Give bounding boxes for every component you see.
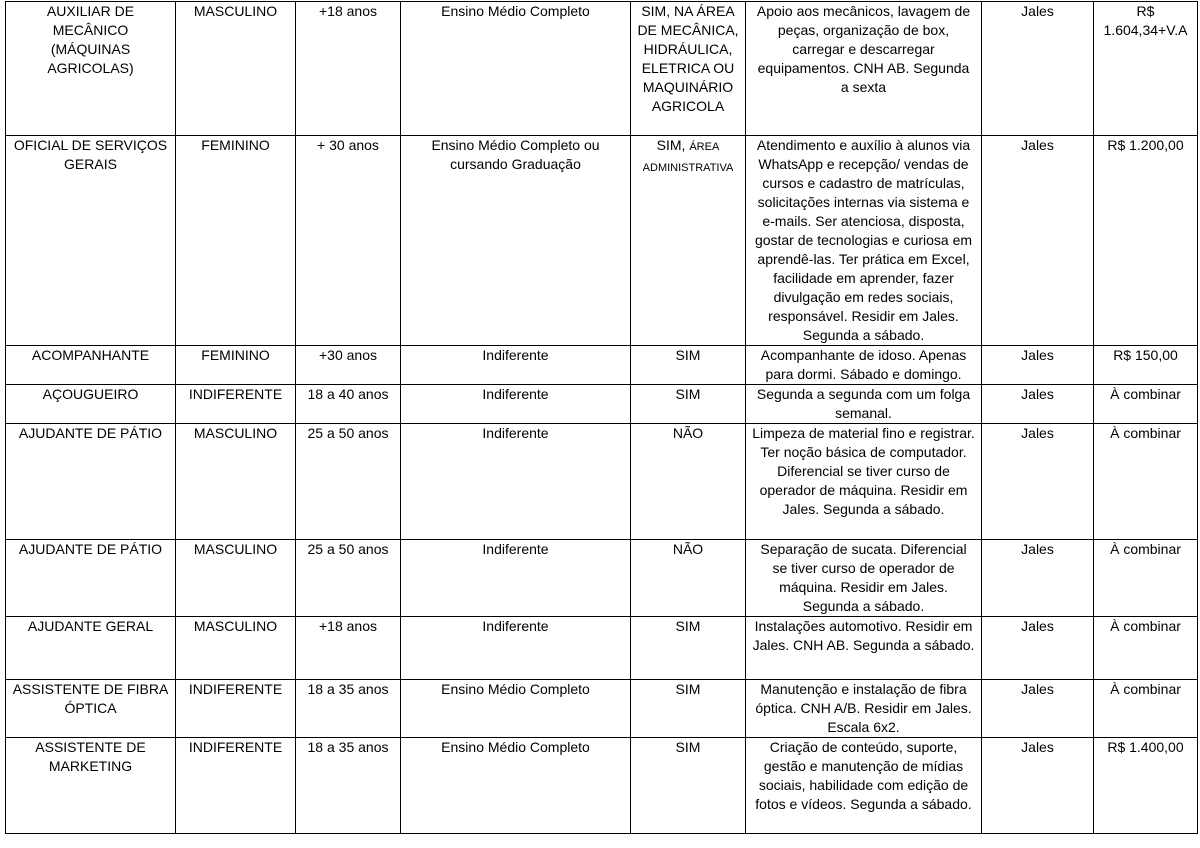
city-cell: Jales — [982, 2, 1094, 136]
description-cell: Apoio aos mecânicos, lavagem de peças, organização de box, carregar e descarregar equipamentos. CNH AB. Segunda a sexta — [746, 2, 982, 136]
job-title-cell: ASSISTENTE DE FIBRA ÓPTICA — [6, 680, 176, 738]
experience-cell: NÃO — [631, 424, 746, 540]
description-cell: Instalações automotivo. Residir em Jales. CNH AB. Segunda a sábado. — [746, 617, 982, 680]
salary-cell: À combinar — [1094, 385, 1198, 424]
education-cell: Indiferente — [401, 346, 631, 385]
job-title-cell: AJUDANTE DE PÁTIO — [6, 540, 176, 617]
job-listings-table — [5, 1, 1198, 834]
city-cell: Jales — [982, 540, 1094, 617]
gender-cell: FEMININO — [176, 136, 296, 346]
education-cell: Indiferente — [401, 617, 631, 680]
education-cell: Ensino Médio Completo — [401, 738, 631, 834]
city-cell: Jales — [982, 617, 1094, 680]
gender-cell: MASCULINO — [176, 424, 296, 540]
age-cell: 25 a 50 anos — [296, 424, 401, 540]
education-cell: Indiferente — [401, 385, 631, 424]
description-cell: Acompanhante de idoso. Apenas para dormi. Sábado e domingo. — [746, 346, 982, 385]
experience-cell: SIM — [631, 680, 746, 738]
table-row — [6, 680, 1198, 738]
job-title-cell: AJUDANTE DE PÁTIO — [6, 424, 176, 540]
description-cell: Manutenção e instalação de fibra óptica. CNH A/B. Residir em Jales. Escala 6x2. — [746, 680, 982, 738]
table-row — [6, 738, 1198, 834]
gender-cell: MASCULINO — [176, 617, 296, 680]
job-title-cell: AUXILIAR DE MECÂNICO (MÁQUINAS AGRICOLAS) — [6, 2, 176, 136]
salary-cell: À combinar — [1094, 680, 1198, 738]
salary-cell: R$ 1.604,34+V.A — [1094, 2, 1198, 136]
description-cell: Criação de conteúdo, suporte, gestão e manutenção de mídias sociais, habilidade com edição de fotos e vídeos. Segunda a sábado. — [746, 738, 982, 834]
job-title-cell: ASSISTENTE DE MARKETING — [6, 738, 176, 834]
salary-cell: R$ 150,00 — [1094, 346, 1198, 385]
gender-cell: INDIFERENTE — [176, 738, 296, 834]
city-cell: Jales — [982, 346, 1094, 385]
table-row — [6, 346, 1198, 385]
city-cell: Jales — [982, 136, 1094, 346]
salary-cell: R$ 1.400,00 — [1094, 738, 1198, 834]
salary-cell: R$ 1.200,00 — [1094, 136, 1198, 346]
salary-cell: À combinar — [1094, 424, 1198, 540]
table-row — [6, 424, 1198, 540]
age-cell: +18 anos — [296, 2, 401, 136]
gender-cell: MASCULINO — [176, 2, 296, 136]
education-cell: Indiferente — [401, 540, 631, 617]
experience-cell: NÃO — [631, 540, 746, 617]
salary-cell: À combinar — [1094, 540, 1198, 617]
gender-cell: INDIFERENTE — [176, 680, 296, 738]
salary-cell: À combinar — [1094, 617, 1198, 680]
description-cell: Separação de sucata. Diferencial se tiver curso de operador de máquina. Residir em Jales. Segunda a sábado. — [746, 540, 982, 617]
education-cell: Indiferente — [401, 424, 631, 540]
city-cell: Jales — [982, 680, 1094, 738]
age-cell: 18 a 35 anos — [296, 680, 401, 738]
job-title-cell: OFICIAL DE SERVIÇOS GERAIS — [6, 136, 176, 346]
description-cell: Atendimento e auxílio à alunos via WhatsApp e recepção/ vendas de cursos e cadastro de matrículas, solicitações internas via sistema e e-mails. Ser atenciosa, disposta, gostar de tecnologias e curiosa em aprendê-las. Ter prática em Excel, facilidade em aprender, fazer divulgação em redes sociais, responsável. Residir em Jales. Segunda a sábado. — [746, 136, 982, 346]
age-cell: +18 anos — [296, 617, 401, 680]
experience-cell: SIM, NA ÁREA DE MECÂNICA, HIDRÁULICA, ELETRICA OU MAQUINÁRIO AGRICOLA — [631, 2, 746, 136]
experience-cell: SIM — [631, 617, 746, 680]
city-cell: Jales — [982, 424, 1094, 540]
table-row — [6, 617, 1198, 680]
age-cell: + 30 anos — [296, 136, 401, 346]
job-title-cell: AÇOUGUEIRO — [6, 385, 176, 424]
city-cell: Jales — [982, 385, 1094, 424]
experience-area-text: ÁREA ADMINISTRATIVA — [642, 141, 734, 174]
experience-cell: SIM — [631, 385, 746, 424]
gender-cell: FEMININO — [176, 346, 296, 385]
job-title-cell: ACOMPANHANTE — [6, 346, 176, 385]
table-row — [6, 385, 1198, 424]
table-row — [6, 2, 1198, 136]
experience-cell — [631, 136, 746, 346]
description-cell: Segunda a segunda com um folga semanal. — [746, 385, 982, 424]
age-cell: 18 a 35 anos — [296, 738, 401, 834]
experience-main-text: SIM, — [656, 137, 686, 153]
age-cell: 25 a 50 anos — [296, 540, 401, 617]
education-cell: Ensino Médio Completo — [401, 680, 631, 738]
gender-cell: INDIFERENTE — [176, 385, 296, 424]
gender-cell: MASCULINO — [176, 540, 296, 617]
city-cell: Jales — [982, 738, 1094, 834]
age-cell: +30 anos — [296, 346, 401, 385]
job-title-cell: AJUDANTE GERAL — [6, 617, 176, 680]
table-row — [6, 136, 1198, 346]
experience-cell: SIM — [631, 738, 746, 834]
education-cell: Ensino Médio Completo — [401, 2, 631, 136]
description-cell: Limpeza de material fino e registrar. Ter noção básica de computador. Diferencial se tiver curso de operador de máquina. Residir em Jales. Segunda a sábado. — [746, 424, 982, 540]
table-row — [6, 540, 1198, 617]
age-cell: 18 a 40 anos — [296, 385, 401, 424]
education-cell: Ensino Médio Completo ou cursando Graduação — [401, 136, 631, 346]
experience-cell: SIM — [631, 346, 746, 385]
